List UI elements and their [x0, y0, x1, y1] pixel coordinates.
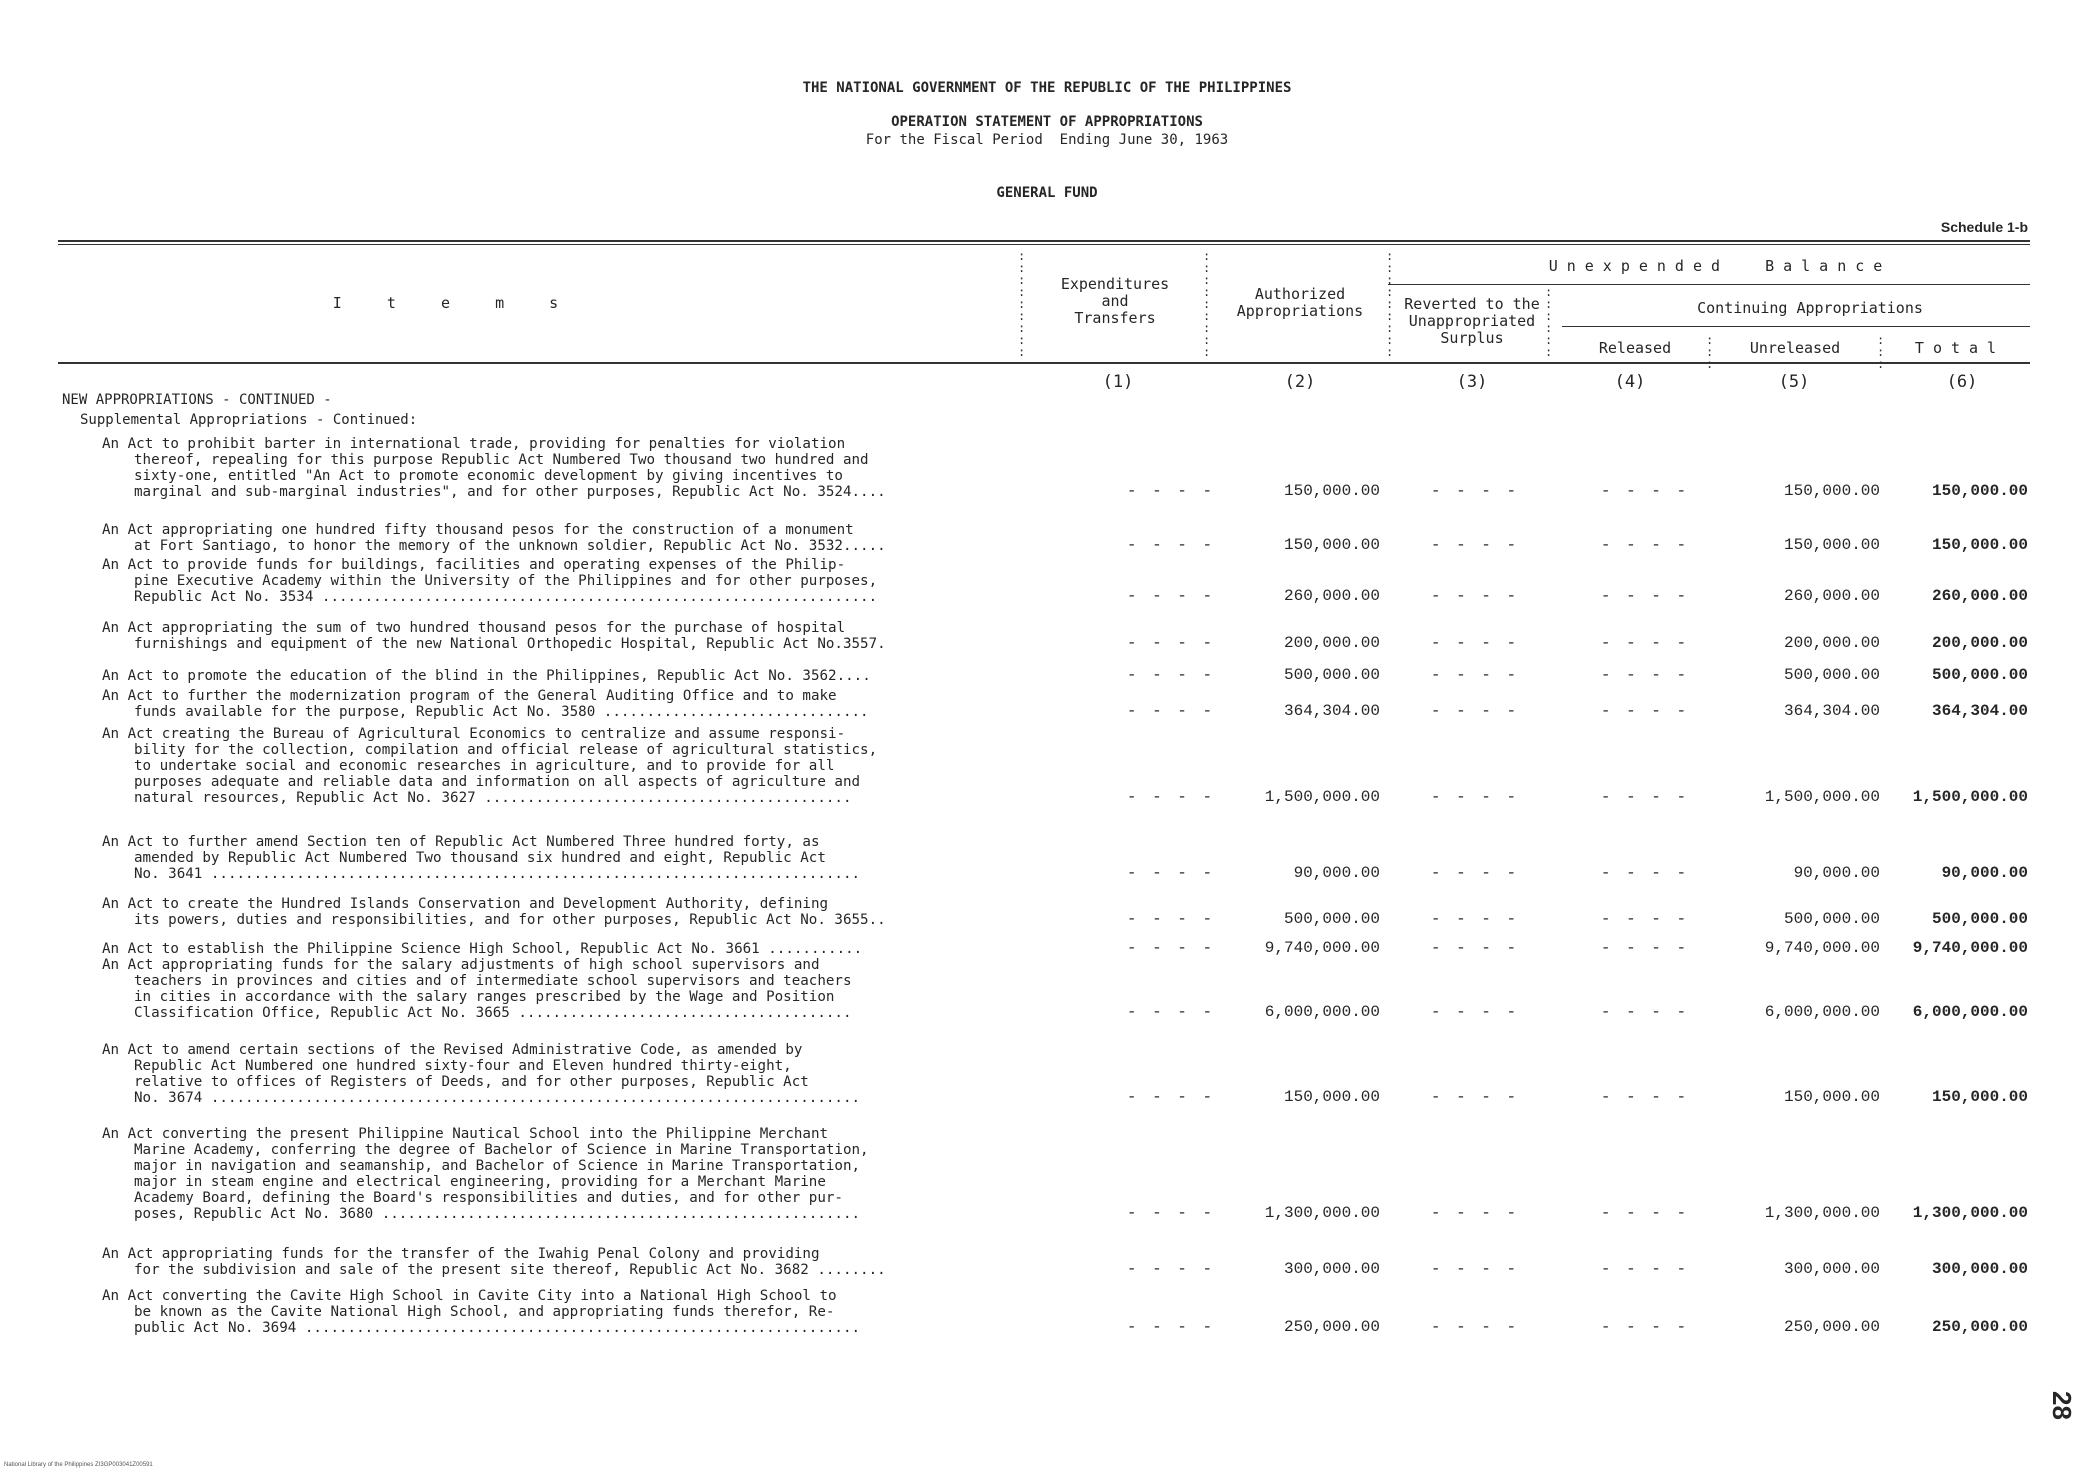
fund-title: GENERAL FUND: [996, 185, 1098, 201]
expenditures-cell: - - - -: [1126, 1088, 1216, 1106]
reverted-cell: - - - -: [1430, 1204, 1520, 1222]
continuing-rule: [1562, 326, 2030, 327]
government-heading: THE NATIONAL GOVERNMENT OF THE REPUBLIC OF THE PHILIPPINES: [802, 80, 1292, 96]
item-description: An Act to amend certain sections of the Revised Administrative Code, as amended by Republic Act Numbered one hundred sixty-four and Eleven hundred thirty-eight, relative to offices of Registers of Deeds, and for other purposes, Republic Act No. 3674 ............................................................................: [102, 1042, 861, 1106]
total-cell: 300,000.00: [1931, 1260, 2028, 1278]
subsection-heading: Supplemental Appropriations - Continued:: [80, 412, 418, 428]
authorized-cell: 1,500,000.00: [1264, 788, 1380, 806]
reverted-cell: - - - -: [1430, 864, 1520, 882]
column-number: (3): [1456, 372, 1488, 392]
unreleased-cell: 500,000.00: [1783, 910, 1880, 928]
total-cell: 200,000.00: [1931, 634, 2028, 652]
item-description: An Act converting the Cavite High School in Cavite City into a National High School to be known as the Cavite National High School, and appropriating funds therefor, Re- public Act No. 3694 .................................................................: [102, 1288, 861, 1336]
released-cell: - - - -: [1600, 587, 1690, 605]
reverted-cell: - - - -: [1430, 788, 1520, 806]
total-header: Total: [1914, 339, 2006, 357]
released-cell: - - - -: [1600, 536, 1690, 554]
expenditures-cell: - - - -: [1126, 634, 1216, 652]
unreleased-cell: 9,740,000.00: [1764, 939, 1880, 957]
authorized-header: Authorized Appropriations: [1236, 285, 1364, 320]
item-description: An Act appropriating funds for the salary adjustments of high school supervisors and teachers in provinces and cities and of intermediate school supervisors and teachers in cities in accordance with the salary ranges prescribed by the Wage and Position Classification Office, Republic Act No. 3665 .......................................: [102, 957, 852, 1021]
total-cell: 9,740,000.00: [1912, 939, 2028, 957]
column-number: (2): [1284, 372, 1316, 392]
item-description: An Act to create the Hundred Islands Conservation and Development Authority, defining its powers, duties and responsibilities, and for other purposes, Republic Act No. 3655..: [102, 896, 886, 928]
expenditures-cell: - - - -: [1126, 1260, 1216, 1278]
unreleased-cell: 250,000.00: [1783, 1318, 1880, 1336]
section-heading: NEW APPROPRIATIONS - CONTINUED -: [62, 392, 332, 408]
unreleased-header: Unreleased: [1749, 339, 1841, 357]
reverted-cell: - - - -: [1430, 482, 1520, 500]
archive-footer: National Library of the Philippines ZI3GP003041Z00591: [4, 1462, 153, 1468]
reverted-cell: - - - -: [1430, 1318, 1520, 1336]
expenditures-header: Expenditures and Transfers: [1060, 275, 1170, 327]
col-separator: : : : : : :: [1545, 285, 1553, 359]
unreleased-cell: 150,000.00: [1783, 1088, 1880, 1106]
item-description: An Act converting the present Philippine Nautical School into the Philippine Merchant Marine Academy, conferring the degree of Bachelor of Science in Marine Transportation, major in navigation and seamanship, and Bachelor of Science in Marine Transportation, major in steam engine and electrical engineering, providing for a Merchant Marine Academy Board, defining the Board's responsibilities and duties, and for other pur- poses, Republic Act No. 3680 ........................................................: [102, 1126, 869, 1222]
item-description: An Act to establish the Philippine Science High School, Republic Act No. 3661 ...........: [102, 941, 863, 957]
released-cell: - - - -: [1600, 1318, 1690, 1336]
total-cell: 1,500,000.00: [1912, 788, 2028, 806]
authorized-cell: 150,000.00: [1283, 1088, 1380, 1106]
authorized-cell: 6,000,000.00: [1264, 1003, 1380, 1021]
expenditures-cell: - - - -: [1126, 482, 1216, 500]
released-cell: - - - -: [1600, 634, 1690, 652]
continuing-header: Continuing Appropriations: [1697, 299, 1923, 317]
column-number: (5): [1778, 372, 1810, 392]
authorized-cell: 9,740,000.00: [1264, 939, 1380, 957]
unreleased-cell: 364,304.00: [1783, 702, 1880, 720]
unreleased-cell: 1,300,000.00: [1764, 1204, 1880, 1222]
released-cell: - - - -: [1600, 939, 1690, 957]
reverted-cell: - - - -: [1430, 634, 1520, 652]
expenditures-cell: - - - -: [1126, 910, 1216, 928]
unreleased-cell: 150,000.00: [1783, 482, 1880, 500]
reverted-cell: - - - -: [1430, 1088, 1520, 1106]
expenditures-cell: - - - -: [1126, 536, 1216, 554]
released-cell: - - - -: [1600, 1204, 1690, 1222]
authorized-cell: 250,000.00: [1283, 1318, 1380, 1336]
col-separator: : : : : : : : : :: [1203, 249, 1211, 359]
total-cell: 1,300,000.00: [1912, 1204, 2028, 1222]
item-description: An Act creating the Bureau of Agricultural Economics to centralize and assume responsi- bility for the collection, compilation and official release of agricultural statistics, to undertake social and economic researches in agriculture, and to provide for all purposes adequate and reliable data and information on all aspects of agriculture and natural resources, Republic Act No. 3627 ...........................................: [102, 726, 878, 806]
reverted-cell: - - - -: [1430, 587, 1520, 605]
page-number: 28: [2047, 1391, 2078, 1420]
released-cell: - - - -: [1600, 482, 1690, 500]
unexpended-rule: [1388, 284, 2030, 285]
total-cell: 6,000,000.00: [1912, 1003, 2028, 1021]
expenditures-cell: - - - -: [1126, 702, 1216, 720]
authorized-cell: 150,000.00: [1283, 482, 1380, 500]
unreleased-cell: 300,000.00: [1783, 1260, 1880, 1278]
total-cell: 500,000.00: [1931, 666, 2028, 684]
authorized-cell: 300,000.00: [1283, 1260, 1380, 1278]
authorized-cell: 260,000.00: [1283, 587, 1380, 605]
item-description: An Act to further the modernization program of the General Auditing Office and to make funds available for the purpose, Republic Act No. 3580 ...............................: [102, 688, 869, 720]
expenditures-cell: - - - -: [1126, 788, 1216, 806]
authorized-cell: 150,000.00: [1283, 536, 1380, 554]
unreleased-cell: 260,000.00: [1783, 587, 1880, 605]
column-number: (6): [1946, 372, 1978, 392]
item-description: An Act appropriating funds for the transfer of the Iwahig Penal Colony and providing for the subdivision and sale of the present site thereof, Republic Act No. 3682 ........: [102, 1246, 886, 1278]
authorized-cell: 90,000.00: [1293, 864, 1380, 882]
authorized-cell: 1,300,000.00: [1264, 1204, 1380, 1222]
col-separator: : : :: [1877, 333, 1885, 371]
expenditures-cell: - - - -: [1126, 587, 1216, 605]
expenditures-cell: - - - -: [1126, 1204, 1216, 1222]
reverted-cell: - - - -: [1430, 1003, 1520, 1021]
unreleased-cell: 1,500,000.00: [1764, 788, 1880, 806]
released-header: Released: [1598, 339, 1672, 357]
unreleased-cell: 6,000,000.00: [1764, 1003, 1880, 1021]
authorized-cell: 200,000.00: [1283, 634, 1380, 652]
released-cell: - - - -: [1600, 1003, 1690, 1021]
authorized-cell: 500,000.00: [1283, 910, 1380, 928]
released-cell: - - - -: [1600, 1260, 1690, 1278]
item-description: An Act appropriating one hundred fifty thousand pesos for the construction of a monument at Fort Santiago, to honor the memory of the unknown soldier, Republic Act No. 3532.....: [102, 522, 886, 554]
statement-title: OPERATION STATEMENT OF APPROPRIATIONS: [891, 114, 1203, 130]
unreleased-cell: 90,000.00: [1793, 864, 1880, 882]
released-cell: - - - -: [1600, 1088, 1690, 1106]
item-description: An Act to promote the education of the blind in the Philippines, Republic Act No. 3562....: [102, 668, 871, 684]
items-header: I t e m s: [332, 294, 568, 312]
column-number: (1): [1102, 372, 1134, 392]
total-cell: 150,000.00: [1931, 1088, 2028, 1106]
total-cell: 250,000.00: [1931, 1318, 2028, 1336]
col-separator: : : : : : : : : :: [1386, 249, 1394, 359]
column-number: (4): [1614, 372, 1646, 392]
unreleased-cell: 150,000.00: [1783, 536, 1880, 554]
unexpended-header: Unexpended Balance: [1548, 257, 1892, 275]
expenditures-cell: - - - -: [1126, 1003, 1216, 1021]
expenditures-cell: - - - -: [1126, 666, 1216, 684]
fiscal-period: For the Fiscal Period Ending June 30, 1963: [865, 132, 1229, 148]
reverted-cell: - - - -: [1430, 666, 1520, 684]
unreleased-cell: 500,000.00: [1783, 666, 1880, 684]
released-cell: - - - -: [1600, 910, 1690, 928]
item-description: An Act to prohibit barter in international trade, providing for penalties for violation thereof, repealing for this purpose Republic Act Numbered Two thousand two hundred and sixty-one, entitled "An Act to promote economic development by giving incentives to marginal and sub-marginal industries", and for other purposes, Republic Act No. 3524....: [102, 436, 886, 500]
expenditures-cell: - - - -: [1126, 1318, 1216, 1336]
reverted-cell: - - - -: [1430, 1260, 1520, 1278]
unreleased-cell: 200,000.00: [1783, 634, 1880, 652]
total-cell: 364,304.00: [1931, 702, 2028, 720]
expenditures-cell: - - - -: [1126, 864, 1216, 882]
authorized-cell: 500,000.00: [1283, 666, 1380, 684]
total-cell: 90,000.00: [1941, 864, 2028, 882]
total-cell: 150,000.00: [1931, 536, 2028, 554]
released-cell: - - - -: [1600, 666, 1690, 684]
total-cell: 260,000.00: [1931, 587, 2028, 605]
schedule-label: Schedule 1-b: [1940, 219, 2028, 235]
reverted-cell: - - - -: [1430, 702, 1520, 720]
reverted-cell: - - - -: [1430, 536, 1520, 554]
header-bottom-rule: [58, 362, 2030, 364]
total-cell: 500,000.00: [1931, 910, 2028, 928]
expenditures-cell: - - - -: [1126, 939, 1216, 957]
header-top-rule: [58, 240, 2030, 242]
item-description: An Act appropriating the sum of two hundred thousand pesos for the purchase of hospital furnishings and equipment of the new National Orthopedic Hospital, Republic Act No.3557.: [102, 620, 886, 652]
col-separator: : : :: [1706, 333, 1714, 371]
total-cell: 150,000.00: [1931, 482, 2028, 500]
authorized-cell: 364,304.00: [1283, 702, 1380, 720]
reverted-cell: - - - -: [1430, 910, 1520, 928]
released-cell: - - - -: [1600, 864, 1690, 882]
reverted-header: Reverted to the Unappropriated Surplus: [1404, 295, 1540, 347]
item-description: An Act to further amend Section ten of Republic Act Numbered Three hundred forty, as amended by Republic Act Numbered Two thousand six hundred and eight, Republic Act No. 3641 ............................................................................: [102, 834, 861, 882]
released-cell: - - - -: [1600, 788, 1690, 806]
released-cell: - - - -: [1600, 702, 1690, 720]
col-separator: : : : : : : : : :: [1018, 249, 1026, 359]
header-top-rule-2: [58, 244, 2030, 245]
reverted-cell: - - - -: [1430, 939, 1520, 957]
item-description: An Act to provide funds for buildings, facilities and operating expenses of the Philip- pine Executive Academy within the University of the Philippines and for other purposes, Republic Act No. 3534 .................................................................: [102, 557, 878, 605]
